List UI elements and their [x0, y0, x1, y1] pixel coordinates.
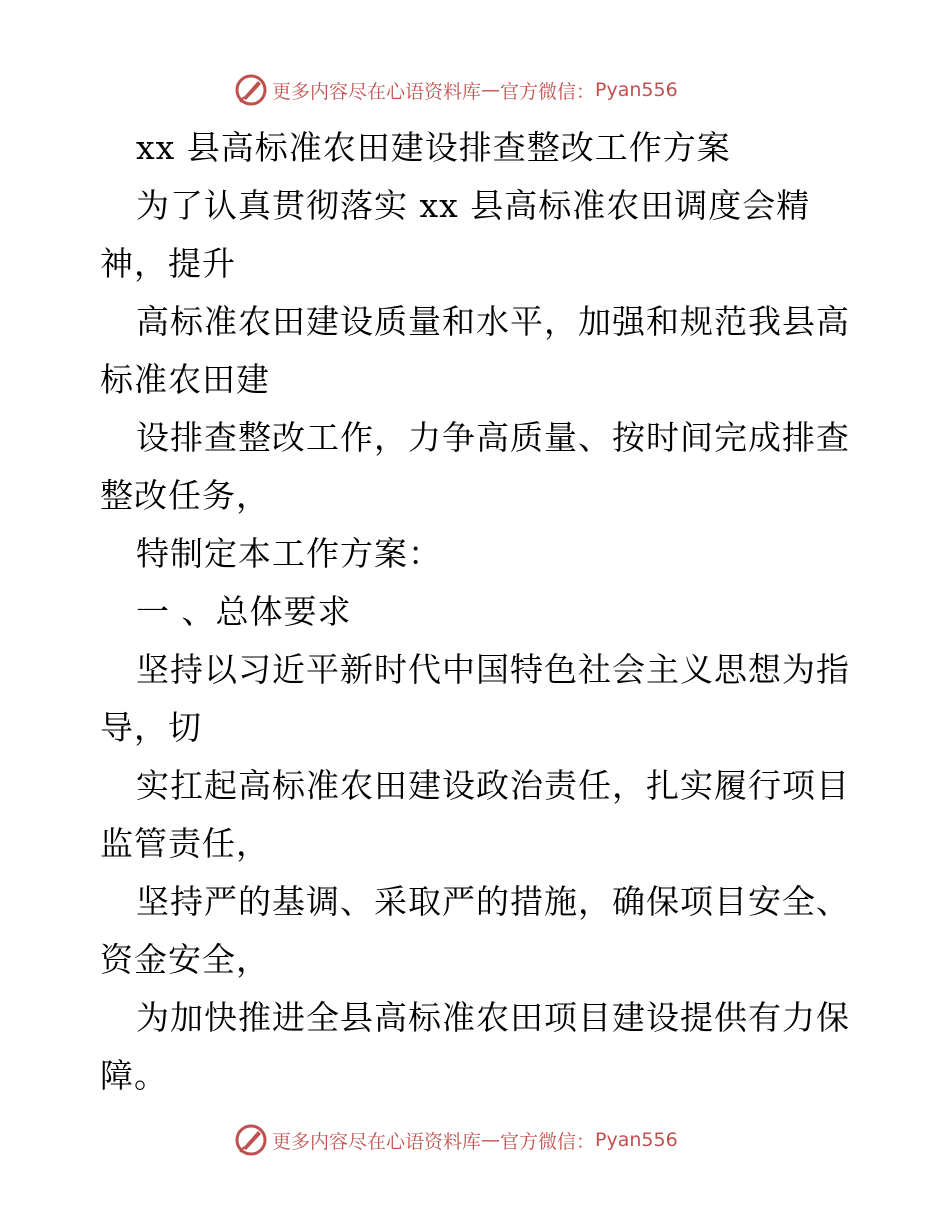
paragraph-line: 坚持严的基调、采取严的措施，确保项目安全、 [136, 882, 850, 921]
paragraph-line: 神，提升 [100, 244, 236, 283]
footer-watermark-banner [234, 1122, 678, 1158]
banner-wechat-label: 官方微信： [500, 1130, 596, 1153]
banner-text: 更多内容尽在心语资料库 [272, 80, 482, 103]
banner-separator: — [481, 79, 501, 101]
section-heading: 一 、总体要求 [136, 592, 352, 631]
header-watermark-banner [234, 72, 678, 108]
banner-wechat-id: Pyan556 [595, 79, 678, 101]
paragraph-line: 高标准农田建设质量和水平，加强和规范我县高 [136, 302, 850, 341]
banner-wechat-id: Pyan556 [595, 1129, 678, 1151]
paragraph-line: 资金安全， [100, 940, 270, 979]
paragraph-line: 导，切 [100, 708, 202, 747]
paragraph-line: 坚持以习近平新时代中国特色社会主义思想为指 [136, 650, 850, 689]
document-title: xx 县高标准农田建设排查整改工作方案 [136, 128, 731, 167]
banner-text: 更多内容尽在心语资料库 [272, 1130, 482, 1153]
paragraph-line: 监管责任， [100, 824, 270, 863]
banner-separator: — [481, 1129, 501, 1151]
paragraph-line: 为了认真贯彻落实 xx 县高标准农田调度会精 [136, 186, 811, 225]
banner-wechat-label: 官方微信： [500, 80, 596, 103]
paragraph-line: 标准农田建 [100, 360, 270, 399]
quill-logo-icon [234, 73, 268, 107]
quill-logo-icon [234, 1123, 268, 1157]
paragraph-line: 实扛起高标准农田建设政治责任，扎实履行项目 [136, 766, 850, 805]
paragraph-line: 为加快推进全县高标准农田项目建设提供有力保 [136, 998, 850, 1037]
paragraph-line: 特制定本工作方案： [136, 534, 442, 573]
paragraph-line: 设排查整改工作，力争高质量、按时间完成排查 [136, 418, 850, 457]
paragraph-line: 障。 [100, 1056, 168, 1095]
paragraph-line: 整改任务， [100, 476, 270, 515]
